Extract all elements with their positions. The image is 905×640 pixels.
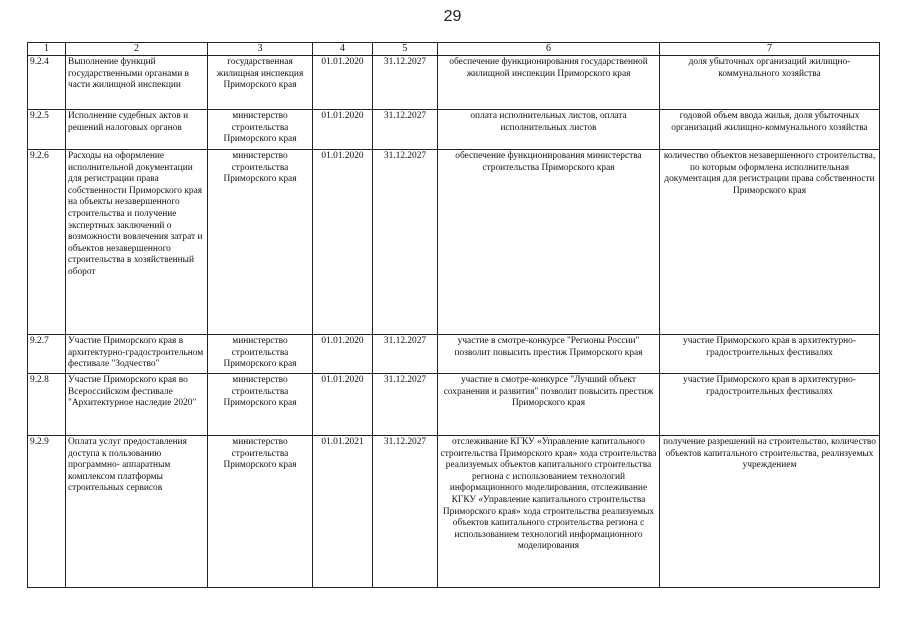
table-row [28, 374, 880, 436]
column-header: 1 [28, 43, 66, 56]
start-date: 01.01.2020 [313, 110, 373, 150]
executor: министерство строительства Приморского края [208, 150, 313, 335]
executor: министерство строительства Приморского края [208, 374, 313, 436]
indicator: получение разрешений на строительство, количество объектов капитального строительства, реализуемых учреждением [660, 436, 880, 588]
expected-result: оплата исполнительных листов, оплата исполнительных листов [438, 110, 660, 150]
table-header-row [28, 43, 880, 56]
column-header: 4 [313, 43, 373, 56]
measure-name: Расходы на оформление исполнительной документации для регистрации права собственности Приморского края на объекты незавершенного строительства и получение экспертных заключений о возможности вовлечения затрат и объектов незавершенного строительства в хозяйственный оборот [66, 150, 208, 335]
expected-result: участие в смотре-конкурсе "Лучший объект сохранения и развития" позволит повысить престиж Приморского края [438, 374, 660, 436]
start-date: 01.01.2020 [313, 374, 373, 436]
measures-table [27, 42, 880, 588]
page-number: 29 [443, 8, 462, 25]
column-header: 7 [660, 43, 880, 56]
expected-result: обеспечение функционирования министерства строительства Приморского края [438, 150, 660, 335]
end-date: 31.12.2027 [373, 110, 438, 150]
row-number: 9.2.8 [28, 374, 66, 436]
indicator: участие Приморского края в архитектурно-градостроительных фестивалях [660, 335, 880, 374]
indicator: годовой объем ввода жилья, доля убыточных организаций жилищно-коммунального хозяйства [660, 110, 880, 150]
measure-name: Исполнение судебных актов и решений налоговых органов [66, 110, 208, 150]
executor: министерство строительства Приморского края [208, 335, 313, 374]
expected-result: участие в смотре-конкурсе "Регионы России" позволит повысить престиж Приморского края [438, 335, 660, 374]
column-header: 6 [438, 43, 660, 56]
row-number: 9.2.6 [28, 150, 66, 335]
row-number: 9.2.9 [28, 436, 66, 588]
table-row [28, 150, 880, 335]
table-row [28, 335, 880, 374]
column-header: 5 [373, 43, 438, 56]
row-number: 9.2.5 [28, 110, 66, 150]
measure-name: Оплата услуг предоставления доступа к пользованию программно- аппаратным комплексом платформы строительных сервисов [66, 436, 208, 588]
executor: государственная жилищная инспекция Приморского края [208, 56, 313, 110]
end-date: 31.12.2027 [373, 436, 438, 588]
row-number: 9.2.7 [28, 335, 66, 374]
column-header: 2 [66, 43, 208, 56]
measure-name: Участие Приморского края в архитектурно-градостроительном фестивале "Зодчество" [66, 335, 208, 374]
end-date: 31.12.2027 [373, 335, 438, 374]
indicator: доля убыточных организаций жилищно-коммунального хозяйства [660, 56, 880, 110]
start-date: 01.01.2020 [313, 56, 373, 110]
start-date: 01.01.2020 [313, 150, 373, 335]
executor: министерство строительства Приморского края [208, 110, 313, 150]
indicator: количество объектов незавершенного строительства, по которым оформлена исполнительная документация для регистрации права собственности Приморского края [660, 150, 880, 335]
table-row [28, 436, 880, 588]
indicator: участие Приморского края в архитектурно-градостроительных фестивалях [660, 374, 880, 436]
expected-result: обеспечение функционирования государственной жилищной инспекции Приморского края [438, 56, 660, 110]
table-row [28, 110, 880, 150]
column-header: 3 [208, 43, 313, 56]
table-row [28, 56, 880, 110]
end-date: 31.12.2027 [373, 374, 438, 436]
expected-result: отслеживание КГКУ «Управление капитального строительства Приморского края» хода строительства реализуемых объектов капитального строительства региона с использованием технологий информационного моделирования, отслеживание КГКУ «Управление капитального строительства Приморского края» хода строительства реализуемых объектов капитального строительства региона с использованием технологий информационного моделирования [438, 436, 660, 588]
end-date: 31.12.2027 [373, 56, 438, 110]
measure-name: Выполнение функций государственными органами в части жилищной инспекции [66, 56, 208, 110]
executor: министерство строительства Приморского края [208, 436, 313, 588]
start-date: 01.01.2021 [313, 436, 373, 588]
row-number: 9.2.4 [28, 56, 66, 110]
end-date: 31.12.2027 [373, 150, 438, 335]
start-date: 01.01.2020 [313, 335, 373, 374]
measure-name: Участие Приморского края во Всероссийском фестивале "Архитектурное наследие 2020" [66, 374, 208, 436]
